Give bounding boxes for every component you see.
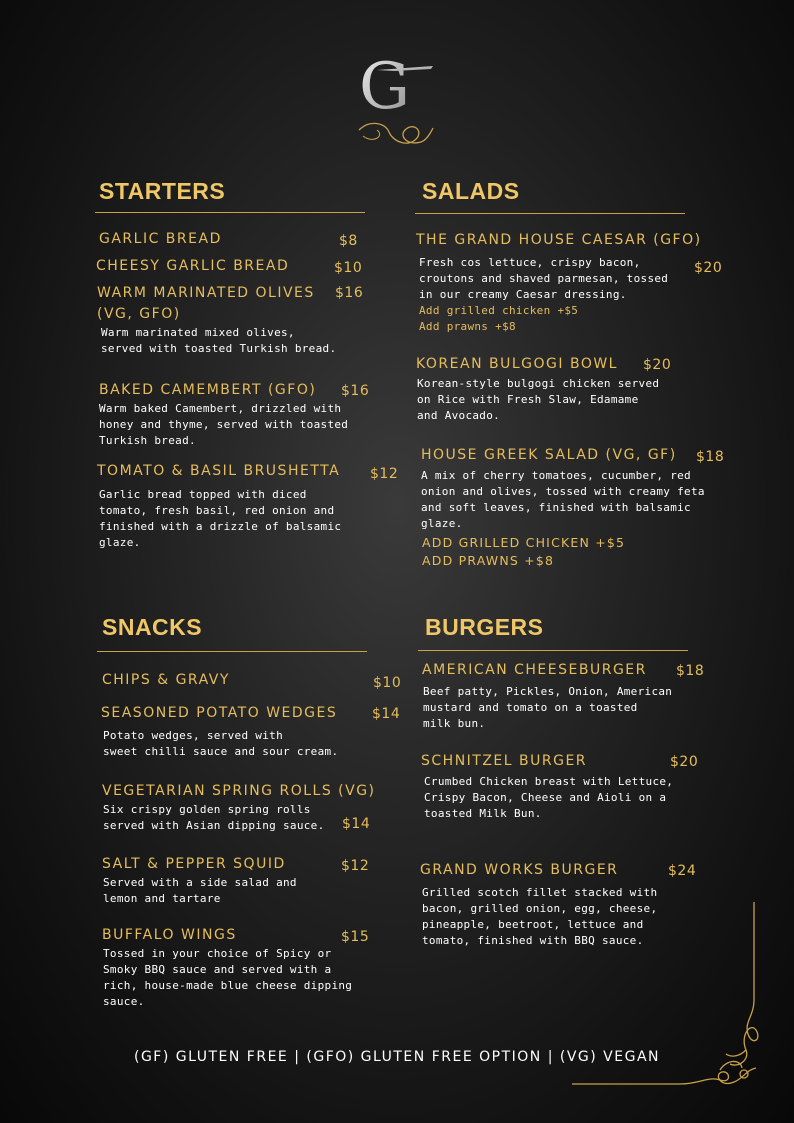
- starter-item-price: $16: [341, 383, 370, 399]
- starter-item-name: BAKED CAMEMBERT (GFO): [99, 382, 317, 398]
- logo-icon: [355, 52, 439, 156]
- salad-addon: ADD PRAWNS +$8: [422, 553, 555, 568]
- burger-item-price: $24: [668, 863, 697, 879]
- starter-item-name: (VG, GFO): [97, 306, 181, 322]
- burger-item-description: Beef patty, Pickles, Onion, American mustard and tomato on a toasted milk bun.: [423, 685, 673, 730]
- svg-text:G: G: [359, 52, 411, 124]
- starters-heading: STARTERS: [99, 178, 226, 204]
- snack-item-description: Potato wedges, served with sweet chilli sauce and sour cream.: [103, 729, 339, 758]
- burger-item-name: GRAND WORKS BURGER: [420, 862, 619, 878]
- salad-item-price: $18: [696, 449, 725, 465]
- burger-item-price: $20: [670, 754, 699, 770]
- snack-item-price: $15: [341, 929, 370, 945]
- burger-item-description: Crumbed Chicken breast with Lettuce, Crispy Bacon, Cheese and Aioli on a toasted Milk Bun.: [424, 775, 674, 820]
- snack-item-price: $14: [372, 706, 401, 722]
- salad-item-description: A mix of cherry tomatoes, cucumber, red onion and olives, tossed with creamy feta and soft leaves, finished with balsamic glaze.: [421, 469, 705, 530]
- burgers-heading: BURGERS: [425, 614, 544, 640]
- starter-item-name: TOMATO & BASIL BRUSHETTA: [97, 463, 341, 479]
- snack-item-name: VEGETARIAN SPRING ROLLS (VG): [102, 783, 376, 799]
- salads-heading: SALADS: [422, 178, 520, 204]
- burger-item-description: Grilled scotch fillet stacked with bacon, grilled onion, egg, cheese, pineapple, beetroot, lettuce and tomato, finished with BBQ sauce.: [422, 886, 658, 947]
- salad-item-name: HOUSE GREEK SALAD (VG, GF): [421, 447, 677, 463]
- starter-item-price: $12: [370, 466, 399, 482]
- salad-item-price: $20: [643, 357, 672, 373]
- burger-item-name: AMERICAN CHEESEBURGER: [422, 662, 647, 678]
- burgers-divider: [418, 650, 688, 651]
- snack-item-price: $12: [341, 858, 370, 874]
- salads-divider: [415, 213, 685, 214]
- starter-item-name: WARM MARINATED OLIVES: [97, 285, 315, 301]
- salad-item-description: Fresh cos lettuce, crispy bacon, croutons and shaved parmesan, tossed in our creamy Caesar dressing.: [419, 256, 669, 301]
- snack-item-description: Served with a side salad and lemon and tartare: [103, 876, 297, 905]
- salad-item-name: KOREAN BULGOGI BOWL: [416, 356, 618, 372]
- salad-addon: ADD GRILLED CHICKEN +$5: [422, 535, 626, 550]
- starter-item-description: Warm baked Camembert, drizzled with honey and thyme, served with toasted Turkish bread.: [99, 402, 349, 447]
- snacks-divider: [97, 651, 367, 652]
- snack-item-description: Tossed in your choice of Spicy or Smoky BBQ sauce and served with a rich, house-made blue cheese dipping sauce.: [103, 947, 353, 1008]
- snacks-heading: SNACKS: [102, 614, 203, 640]
- starter-item-price: $10: [334, 260, 363, 276]
- salad-item-name: THE GRAND HOUSE CAESAR (GFO): [416, 232, 702, 248]
- snack-item-name: CHIPS & GRAVY: [102, 672, 230, 688]
- starter-item-description: Warm marinated mixed olives, served with toasted Turkish bread.: [101, 326, 337, 355]
- burger-item-name: SCHNITZEL BURGER: [421, 753, 588, 769]
- starter-item-description: Garlic bread topped with diced tomato, fresh basil, red onion and finished with a drizzle of balsamic glaze.: [99, 488, 342, 549]
- snack-item-name: SEASONED POTATO WEDGES: [101, 705, 338, 721]
- salad-item-price: $20: [694, 260, 723, 276]
- snack-item-price: $14: [342, 816, 371, 832]
- dietary-legend: (GF) GLUTEN FREE | (GFO) GLUTEN FREE OPTION | (VG) VEGAN: [134, 1049, 660, 1065]
- starter-item-price: $8: [339, 233, 358, 249]
- starters-divider: [95, 212, 365, 213]
- burger-item-price: $18: [676, 663, 705, 679]
- salad-addon: Add prawns +$8: [419, 320, 516, 333]
- snack-item-name: SALT & PEPPER SQUID: [102, 856, 286, 872]
- salad-item-description: Korean-style bulgogi chicken served on Rice with Fresh Slaw, Edamame and Avocado.: [417, 377, 660, 422]
- starter-item-price: $16: [335, 285, 364, 301]
- snack-item-name: BUFFALO WINGS: [102, 927, 237, 943]
- starter-item-name: CHEESY GARLIC BREAD: [96, 258, 290, 274]
- snack-item-description: Six crispy golden spring rolls served with Asian dipping sauce.: [103, 803, 325, 832]
- salad-addon: Add grilled chicken +$5: [419, 304, 579, 317]
- snack-item-price: $10: [373, 675, 402, 691]
- starter-item-name: GARLIC BREAD: [99, 231, 222, 247]
